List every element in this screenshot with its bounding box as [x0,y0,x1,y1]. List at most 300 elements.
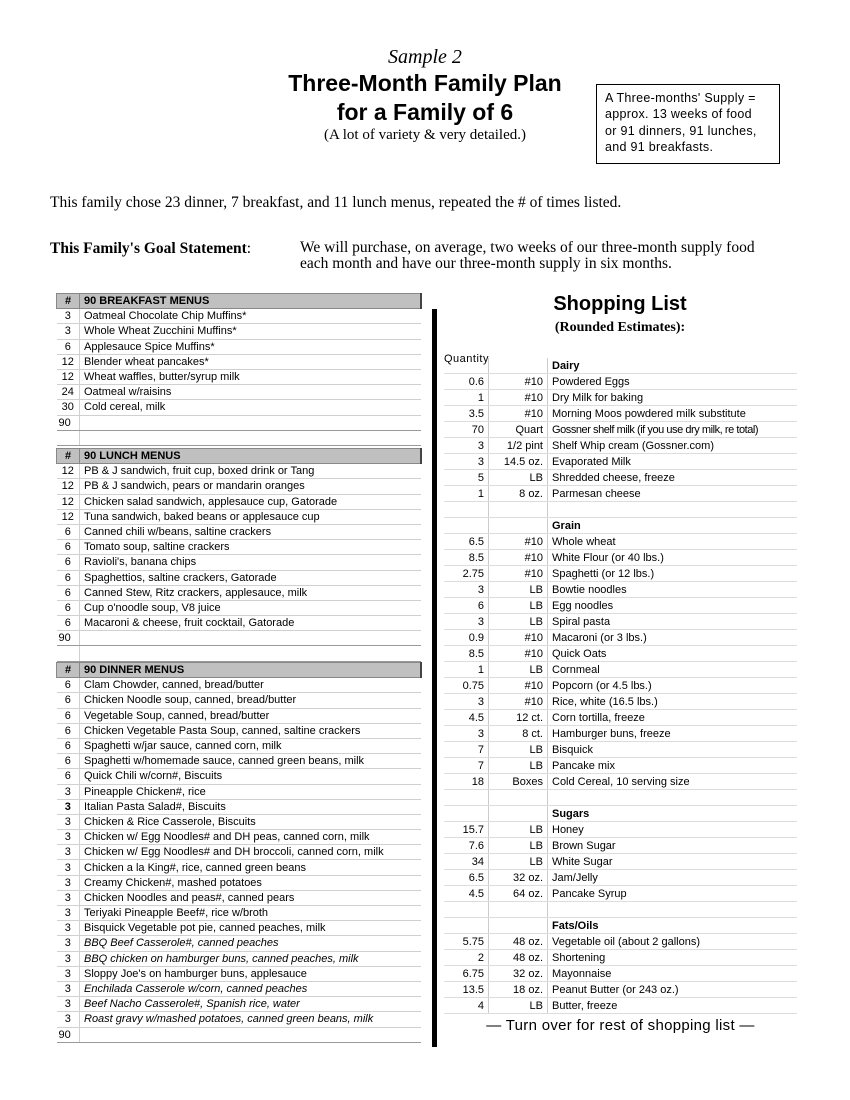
qty-cell: 7 [444,742,489,758]
count-cell: 12 [57,369,80,384]
unit-cell: #10 [489,646,548,662]
item-cell: Brown Sugar [548,838,798,854]
spacer-row [444,902,797,918]
count-cell: 30 [57,400,80,415]
empty-cell [444,518,489,534]
qty-cell: 15.7 [444,822,489,838]
item-cell: Spaghetti (or 12 lbs.) [548,566,798,582]
qty-cell: 18 [444,774,489,790]
menu-cell: Tomato soup, saltine crackers [80,540,422,555]
goal-label-colon: : [246,240,252,257]
table-row [444,774,797,790]
item-cell: White Flour (or 40 lbs.) [548,550,798,566]
qty-cell: 13.5 [444,982,489,998]
count-cell: 3 [57,860,80,875]
table-row [57,951,422,966]
item-cell: Vegetable oil (about 2 gallons) [548,934,798,950]
table-row [444,950,797,966]
table-row [57,339,422,354]
table-row [444,550,797,566]
shopping-list-table [444,358,797,1014]
menu-cell: PB & J sandwich, pears or mandarin oranges [80,479,422,494]
table-row [57,400,422,415]
table-row [444,678,797,694]
table-row [444,726,797,742]
table-row [444,870,797,886]
unit-cell: 32 oz. [489,870,548,886]
table-row [444,438,797,454]
count-cell: 3 [57,830,80,845]
menu-cell: Cold cereal, milk [80,400,422,415]
unit-cell: #10 [489,550,548,566]
unit-cell: LB [489,854,548,870]
item-cell: Shelf Whip cream (Gossner.com) [548,438,798,454]
spacer-row [444,790,797,806]
unit-cell: #10 [489,534,548,550]
unit-cell: #10 [489,630,548,646]
menu-cell: Spaghetti w/jar sauce, canned corn, milk [80,738,422,753]
goal-label-text: This Family's Goal Statement [50,240,247,257]
count-cell: 3 [57,1012,80,1027]
unit-cell: 48 oz. [489,934,548,950]
table-row [444,982,797,998]
menu-cell: Macaroni & cheese, fruit cocktail, Gatorade [80,616,422,631]
menu-cell: Whole Wheat Zucchini Muffins* [80,324,422,339]
table-row [444,662,797,678]
total-cell: 90 [57,1027,80,1042]
empty-cell [489,358,548,374]
qty-cell: 5.75 [444,934,489,950]
qty-cell: 0.9 [444,630,489,646]
count-cell: 3 [57,936,80,951]
table-row [57,784,422,799]
item-cell: Popcorn (or 4.5 lbs.) [548,678,798,694]
menu-cell: BBQ Beef Casserole#, canned peaches [80,936,422,951]
quantity-label: Quantity [444,353,489,365]
count-cell: 3 [57,814,80,829]
qty-cell: 0.75 [444,678,489,694]
shopping-list-title: Shopping List [553,293,687,315]
item-cell: Jam/Jelly [548,870,798,886]
unit-cell: Quart [489,422,548,438]
item-cell: Parmesan cheese [548,486,798,502]
section-grain: Grain [548,518,798,534]
count-cell: 12 [57,354,80,369]
menu-cell: Oatmeal w/raisins [80,385,422,400]
empty-cell [444,806,489,822]
qty-cell: 1 [444,390,489,406]
lunch-title: 90 LUNCH MENUS [80,449,422,464]
item-cell: Pancake mix [548,758,798,774]
count-cell: 6 [57,616,80,631]
unit-cell: 64 oz. [489,886,548,902]
table-row [57,369,422,384]
qty-cell: 5 [444,470,489,486]
unit-cell: #10 [489,374,548,390]
count-cell: 3 [57,981,80,996]
empty-cell [57,646,80,661]
intro-text: This family chose 23 dinner, 7 breakfast, and 11 lunch menus, repeated the # of times listed. [50,194,622,211]
empty-cell [80,1027,422,1042]
qty-cell: 6.75 [444,966,489,982]
table-row [444,422,797,438]
menu-cell: Chicken & Rice Casserole, Biscuits [80,814,422,829]
total-row [57,1027,422,1042]
qty-cell: 3 [444,726,489,742]
empty-cell [444,902,489,918]
table-row [444,374,797,390]
supply-line: A Three-months' Supply = [605,91,756,105]
menu-cell: Chicken Noodles and peas#, canned pears [80,890,422,905]
spacer-row [57,646,422,661]
unit-cell: #10 [489,678,548,694]
total-row [57,415,422,430]
count-cell: 3 [57,845,80,860]
lunch-menu-table [56,448,422,662]
count-cell: 3 [57,966,80,981]
item-cell: Bisquick [548,742,798,758]
menu-cell: Chicken w/ Egg Noodles# and DH broccoli, canned corn, milk [80,845,422,860]
item-cell: Dry Milk for baking [548,390,798,406]
count-cell: 3 [57,799,80,814]
empty-cell [489,902,548,918]
section-header-row [444,918,797,934]
unit-cell: 18 oz. [489,982,548,998]
qty-cell: 34 [444,854,489,870]
table-row [57,814,422,829]
qty-cell: 1 [444,486,489,502]
dinner-menu-table [56,662,422,1043]
table-row [444,598,797,614]
qty-cell: 2.75 [444,566,489,582]
table-row [444,694,797,710]
table-row [444,454,797,470]
item-cell: Cold Cereal, 10 serving size [548,774,798,790]
unit-cell: LB [489,742,548,758]
unit-cell: LB [489,582,548,598]
dinner-title: 90 DINNER MENUS [80,663,422,678]
supply-info-box [596,84,780,164]
menu-cell: Sloppy Joe's on hamburger buns, applesauce [80,966,422,981]
count-cell: 6 [57,585,80,600]
table-row [444,998,797,1014]
empty-cell [80,430,422,445]
menu-cell: Pineapple Chicken#, rice [80,784,422,799]
item-cell: White Sugar [548,854,798,870]
table-row [57,921,422,936]
qty-cell: 4.5 [444,710,489,726]
table-row [444,406,797,422]
supply-line: or 91 dinners, 91 lunches, [605,123,757,138]
column-divider [432,309,437,1047]
menu-cell: Chicken w/ Egg Noodles# and DH peas, canned corn, milk [80,830,422,845]
item-cell: Evaporated Milk [548,454,798,470]
qty-cell: 7 [444,758,489,774]
menu-cell: Canned Stew, Ritz crackers, applesauce, milk [80,585,422,600]
unit-cell: 32 oz. [489,966,548,982]
count-cell: 6 [57,723,80,738]
table-row [444,486,797,502]
table-row [444,838,797,854]
spacer-row [444,502,797,518]
count-cell: 3 [57,784,80,799]
item-cell: Honey [548,822,798,838]
menu-cell: Chicken a la King#, rice, canned green beans [80,860,422,875]
item-cell: Powdered Eggs [548,374,798,390]
count-cell: 12 [57,509,80,524]
goal-line: each month and have our three-month supply in six months. [300,255,672,272]
unit-cell: LB [489,662,548,678]
empty-cell [80,646,422,661]
unit-cell: LB [489,758,548,774]
section-header-row [444,806,797,822]
table-row [57,723,422,738]
item-cell: Butter, freeze [548,998,798,1014]
table-row [57,479,422,494]
page-title-line1: Three-Month Family Plan [288,70,562,96]
qty-cell: 1 [444,662,489,678]
goal-label [50,240,251,258]
section-header-row [444,518,797,534]
qty-cell: 70 [444,422,489,438]
item-cell: Pancake Syrup [548,886,798,902]
table-header-row [57,449,422,464]
table-row [444,630,797,646]
qty-cell: 3 [444,582,489,598]
table-row [57,738,422,753]
empty-cell [489,518,548,534]
count-cell: 12 [57,494,80,509]
table-row [57,309,422,324]
table-row [444,566,797,582]
menu-cell: Applesauce Spice Muffins* [80,339,422,354]
menu-cell: PB & J sandwich, fruit cup, boxed drink or Tang [80,464,422,479]
qty-cell: 3 [444,614,489,630]
menu-cell: Creamy Chicken#, mashed potatoes [80,875,422,890]
unit-cell: LB [489,822,548,838]
item-cell: Spiral pasta [548,614,798,630]
table-row [57,678,422,693]
menu-cell: Roast gravy w/mashed potatoes, canned green beans, milk [80,1012,422,1027]
table-row [57,936,422,951]
empty-cell [444,918,489,934]
table-row [57,890,422,905]
qty-cell: 8.5 [444,550,489,566]
menu-cell: Wheat waffles, butter/syrup milk [80,369,422,384]
item-cell: Shredded cheese, freeze [548,470,798,486]
unit-cell: LB [489,598,548,614]
unit-cell: 48 oz. [489,950,548,966]
empty-cell [489,790,548,806]
total-cell: 90 [57,631,80,646]
table-row [444,614,797,630]
count-cell: 12 [57,479,80,494]
count-cell: 6 [57,693,80,708]
table-row [57,830,422,845]
menu-cell: Teriyaki Pineapple Beef#, rice w/broth [80,906,422,921]
count-cell: 3 [57,906,80,921]
menu-cell: Spaghettios, saltine crackers, Gatorade [80,570,422,585]
count-cell: 6 [57,555,80,570]
table-row [444,470,797,486]
count-cell: 3 [57,309,80,324]
table-row [444,966,797,982]
breakfast-title: 90 BREAKFAST MENUS [80,294,422,309]
table-row [57,509,422,524]
count-header: # [57,449,80,464]
table-row [57,708,422,723]
count-cell: 6 [57,339,80,354]
section-dairy: Dairy [548,358,798,374]
table-row [57,754,422,769]
count-cell: 6 [57,769,80,784]
count-cell: 3 [57,324,80,339]
page-subtitle: (A lot of variety & very detailed.) [323,127,527,143]
table-row [57,555,422,570]
qty-cell: 2 [444,950,489,966]
item-cell: Rice, white (16.5 lbs.) [548,694,798,710]
unit-cell: #10 [489,566,548,582]
item-cell: Bowtie noodles [548,582,798,598]
menu-cell: Spaghetti w/homemade sauce, canned green beans, milk [80,754,422,769]
menu-cell: Cup o'noodle soup, V8 juice [80,600,422,615]
unit-cell: LB [489,470,548,486]
qty-cell: 3 [444,454,489,470]
qty-cell: 6.5 [444,870,489,886]
qty-cell: 4.5 [444,886,489,902]
table-row [57,906,422,921]
count-cell: 3 [57,951,80,966]
table-row [57,769,422,784]
item-cell: Corn tortilla, freeze [548,710,798,726]
count-cell: 6 [57,678,80,693]
qty-cell: 3.5 [444,406,489,422]
unit-cell: 1/2 pint [489,438,548,454]
table-row [444,934,797,950]
supply-line: and 91 breakfasts. [605,139,714,154]
section-sugars: Sugars [548,806,798,822]
table-row [444,710,797,726]
total-row [57,631,422,646]
count-cell: 6 [57,754,80,769]
count-cell: 3 [57,890,80,905]
menu-cell: Italian Pasta Salad#, Biscuits [80,799,422,814]
goal-line: We will purchase, on average, two weeks of our three-month supply food [300,239,755,256]
qty-cell: 3 [444,694,489,710]
table-row [57,585,422,600]
spacer-row [57,430,422,445]
table-row [444,534,797,550]
unit-cell: LB [489,614,548,630]
empty-cell [489,918,548,934]
count-cell: 6 [57,540,80,555]
table-row [57,540,422,555]
unit-cell: LB [489,838,548,854]
empty-cell [444,502,489,518]
table-row [444,822,797,838]
menu-cell: Oatmeal Chocolate Chip Muffins* [80,309,422,324]
section-header-row [444,358,797,374]
unit-cell: 8 oz. [489,486,548,502]
menu-cell: Chicken salad sandwich, applesauce cup, Gatorade [80,494,422,509]
unit-cell: LB [489,998,548,1014]
count-header: # [57,663,80,678]
count-cell: 6 [57,600,80,615]
empty-cell [444,358,489,374]
table-row [57,324,422,339]
table-row [57,966,422,981]
unit-cell: #10 [489,406,548,422]
item-cell: Whole wheat [548,534,798,550]
menu-cell: BBQ chicken on hamburger buns, canned peaches, milk [80,951,422,966]
count-cell: 3 [57,875,80,890]
table-row [57,860,422,875]
menu-cell: Clam Chowder, canned, bread/butter [80,678,422,693]
breakfast-menu-table [56,293,422,446]
menu-cell: Bisquick Vegetable pot pie, canned peaches, milk [80,921,422,936]
item-cell: Peanut Butter (or 243 oz.) [548,982,798,998]
count-cell: 6 [57,524,80,539]
table-row [57,570,422,585]
empty-cell [548,790,798,806]
item-cell: Cornmeal [548,662,798,678]
menu-cell: Enchilada Casserole w/corn, canned peaches [80,981,422,996]
menu-cell: Canned chili w/beans, saltine crackers [80,524,422,539]
qty-cell: 7.6 [444,838,489,854]
qty-cell: 6 [444,598,489,614]
table-row [444,854,797,870]
menu-cell: Chicken Vegetable Pasta Soup, canned, saltine crackers [80,723,422,738]
table-row [57,494,422,509]
table-row [444,742,797,758]
count-cell: 6 [57,738,80,753]
table-header-row [57,663,422,678]
sample-label: Sample 2 [388,46,462,68]
item-cell: Egg noodles [548,598,798,614]
qty-cell: 6.5 [444,534,489,550]
item-cell: Hamburger buns, freeze [548,726,798,742]
unit-cell: Boxes [489,774,548,790]
qty-cell: 8.5 [444,646,489,662]
unit-cell: 8 ct. [489,726,548,742]
turn-over-note: — Turn over for rest of shopping list — [486,1017,755,1034]
table-row [444,758,797,774]
page-title-line2: for a Family of 6 [336,99,514,125]
menu-cell: Quick Chili w/corn#, Biscuits [80,769,422,784]
item-cell: Shortening [548,950,798,966]
empty-cell [80,631,422,646]
supply-line: approx. 13 weeks of food [605,107,752,122]
total-cell: 90 [57,415,80,430]
empty-cell [548,502,798,518]
table-row [57,354,422,369]
empty-cell [489,806,548,822]
qty-cell: 4 [444,998,489,1014]
table-row [444,582,797,598]
table-row [57,1012,422,1027]
menu-cell: Tuna sandwich, baked beans or applesauce cup [80,509,422,524]
item-cell: Mayonnaise [548,966,798,982]
unit-cell: #10 [489,694,548,710]
table-row [57,464,422,479]
table-row [57,845,422,860]
shopping-list-subtitle: (Rounded Estimates): [554,320,686,335]
table-row [57,524,422,539]
empty-cell [444,790,489,806]
unit-cell: 12 ct. [489,710,548,726]
qty-cell: 0.6 [444,374,489,390]
table-row [444,390,797,406]
